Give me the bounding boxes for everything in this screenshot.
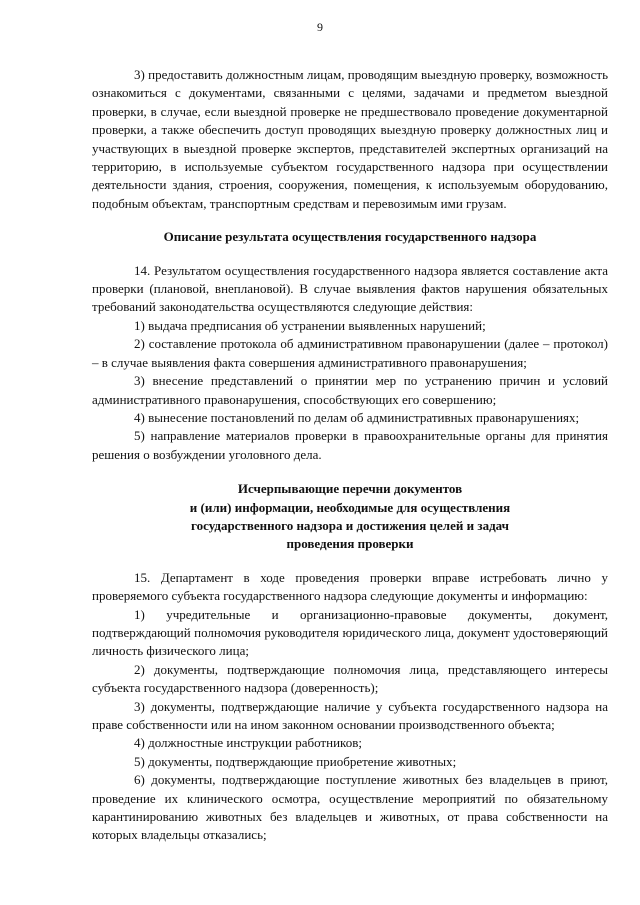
heading-line: Исчерпывающие перечни документов bbox=[237, 481, 463, 497]
list-item-2: 2) составление протокола об административном правонарушении (далее – протокол) – в случае выявления факта совершения административного правонарушения; bbox=[92, 336, 608, 370]
heading-documents bbox=[92, 480, 608, 554]
spacer bbox=[92, 247, 608, 262]
list-item-2: 2) документы, подтверждающие полномочия лица, представляющего интересы субъекта государственного надзора (доверенность); bbox=[92, 661, 608, 696]
heading-line: Описание результата осуществления государственного надзора bbox=[163, 229, 537, 245]
paragraph-14: 14. Результатом осуществления государственного надзора является составление акта проверки (плановой, внеплановой). В случае выявления фактов нарушения обязательных требований законодательства осуществляются следующие действия: bbox=[92, 262, 608, 315]
heading-line: и (или) информации, необходимые для осуществления bbox=[189, 499, 511, 515]
heading-line: проведения проверки bbox=[286, 536, 414, 552]
spacer bbox=[92, 554, 608, 569]
paragraph-15: 15. Департамент в ходе проведения проверки вправе истребовать лично у проверяемого субъекта государственного надзора следующие документы и информацию: bbox=[92, 569, 608, 604]
list-item-5: 5) направление материалов проверки в правоохранительные органы для принятия решения о возбуждении уголовного дела. bbox=[92, 428, 608, 462]
list-item-1: 1) выдача предписания об устранении выявленных нарушений; bbox=[134, 317, 486, 333]
spacer bbox=[92, 464, 608, 480]
section-result bbox=[92, 262, 608, 464]
heading-result bbox=[92, 228, 608, 246]
heading-line: государственного надзора и достижения целей и задач bbox=[191, 517, 509, 533]
spacer bbox=[92, 213, 608, 228]
list-item-3: 3) внесение представлений о принятии мер по устранению причин и условий административного правонарушения, способствующих его совершению; bbox=[92, 373, 608, 407]
list-item-3: 3) документы, подтверждающие наличие у субъекта государственного надзора на праве собственности или на ином законном основании производственного объекта; bbox=[92, 698, 608, 732]
page-number: 9 bbox=[317, 20, 323, 34]
paragraph-item-3: 3) предоставить должностным лицам, проводящим выездную проверку, возможность ознакомиться с документами, связанными с целями, задачами и предметом выездной проверки, в случае, если выездной проверке не предшествовало проведение документарной проверки, а также обеспечить доступ проводящих выездную проверку должностных лиц и участвующих в выездной проверке экспертов, представителей экспертных организаций на территорию, в используемые субъектом государственного надзора при осуществлении деятельности здания, строения, сооружения, помещения, к используемым оборудованию, подобным объектам, транспортным средствам и перевозимым ими грузам. bbox=[92, 67, 608, 211]
list-item-4: 4) должностные инструкции работников; bbox=[134, 735, 362, 751]
list-item-4: 4) вынесение постановлений по делам об административных правонарушениях; bbox=[134, 409, 580, 425]
section-documents bbox=[92, 569, 608, 845]
list-item-6: 6) документы, подтверждающие поступление животных без владельцев в приют, проведение их клинического осмотра, осуществление мероприятий по обязательному карантинированию животных без владельцев и животных, от права собственности на которых владельцы отказались; bbox=[92, 772, 608, 843]
document-body bbox=[92, 66, 608, 845]
section-obligations bbox=[92, 66, 608, 213]
list-item-1: 1) учредительные и организационно-правовые документы, документ, подтверждающий полномочия руководителя юридического лица, документ удостоверяющий личность физического лица; bbox=[92, 606, 608, 659]
list-item-5: 5) документы, подтверждающие приобретение животных; bbox=[134, 753, 457, 769]
